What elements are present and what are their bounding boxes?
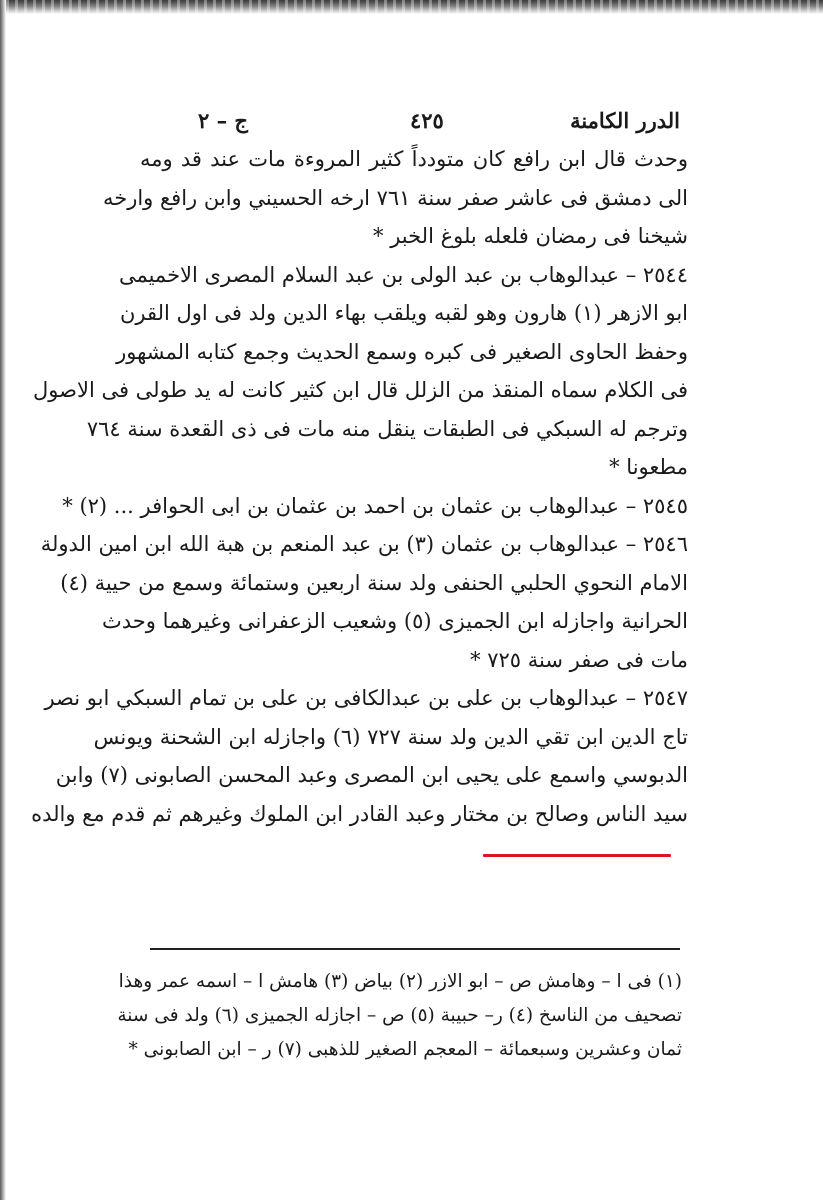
text-line: وحدث قال ابن رافع كان متودداً كثير المروءة مات عند قد ومه — [140, 147, 688, 171]
main-text — [31, 140, 688, 833]
entry-heading-2547: ٢٥٤٧ – عبدالوهاب بن على بن عبدالكافى بن على بن تمام السبكي ابو نصر — [44, 686, 688, 710]
red-underline-annotation — [483, 854, 671, 857]
text-line: الامام النحوي الحلبي الحنفى ولد سنة اربعين وستمائة وسمع من حيية (٤) — [60, 570, 688, 595]
running-header — [140, 90, 680, 138]
text-line: وترجم له السبكي فى الطبقات ينقل منه مات فى ذى القعدة سنة ٧٦٤ — [86, 416, 688, 441]
text-line: الدبوسي واسمع على يحيى ابن المصرى وعبد المحسن الصابونى (٧) وابن — [55, 763, 688, 787]
text-line: تاج الدين ابن تقي الدين ولد سنة ٧٢٧ (٦) واجازله ابن الشحنة ويونس — [93, 724, 688, 749]
text-line: الحرانية واجازله ابن الجميزى (٥) وشعيب الزعفرانى وغيرهما وحدث — [102, 609, 688, 633]
volume-number: ج – ٢ — [198, 108, 248, 133]
text-line: الى دمشق فى عاشر صفر سنة ٧٦١ ارخه الحسيني وابن رافع وارخه — [102, 185, 688, 210]
text-line: وحفظ الحاوى الصغير فى كبره وسمع الحديث وجمع كتابه المشهور — [116, 339, 688, 364]
scan-border-left — [0, 0, 6, 1200]
footnote-line: تصحيف من الناسخ (٤) ر– حبيبة (٥) ص – اجازله الجميزى (٦) ولد فى سنة — [117, 1005, 682, 1026]
footnote-line: (١) فى ا – وهامش ص – ابو الازر (٢) بياض (٣) هامش ا – اسمه عمر وهذا — [118, 971, 682, 992]
footnotes — [117, 965, 682, 1067]
text-line: شيخنا فى رمضان فلعله بلوغ الخبر * — [373, 224, 688, 248]
footnote-line: ثمان وعشرين وسبعمائة – المعجم الصغير للذهبى (٧) ر – ابن الصابونى * — [128, 1039, 682, 1060]
text-line: فى الكلام سماه المنقذ من الزلل قال ابن كثير كانت له يد طولى فى الاصول — [33, 378, 688, 402]
text-line: مطعونا * — [609, 455, 688, 479]
entry-heading-2544: ٢٥٤٤ – عبدالوهاب بن عبد الولى بن عبد السلام المصرى الاخميمى — [118, 262, 688, 287]
page — [31, 90, 688, 833]
footnote-separator — [150, 948, 680, 950]
entry-heading-2546: ٢٥٤٦ – عبدالوهاب بن عثمان (٣) بن عبد المنعم بن هبة الله ابن امين الدولة — [40, 532, 688, 556]
page-number: ٤٢٥ — [410, 108, 444, 133]
text-line: ابو الازهر (١) هارون وهو لقبه ويلقب بهاء الدين ولد فى اول القرن — [119, 301, 688, 325]
entry-heading-2545: ٢٥٤٥ – عبدالوهاب بن عثمان بن احمد بن عثمان بن ابى الحوافر ... (٢) * — [62, 493, 688, 518]
scan-border-top — [0, 0, 823, 14]
text-line: سيد الناس وصالح بن مختار وعبد القادر ابن الملوك وغيرهم ثم قدم مع والده — [31, 801, 688, 826]
text-line: مات فى صفر سنة ٧٢٥ * — [470, 647, 688, 672]
book-title: الدرر الكامنة — [570, 108, 680, 133]
